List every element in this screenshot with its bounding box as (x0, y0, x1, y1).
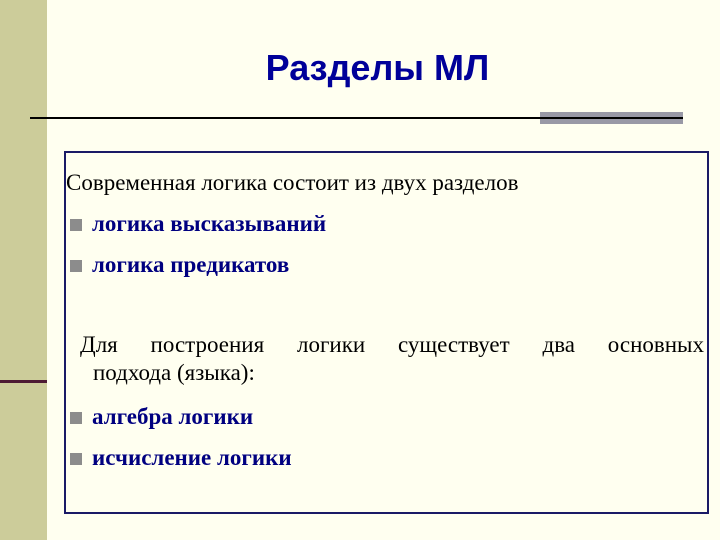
left-accent-line (0, 380, 47, 383)
square-bullet-icon (70, 260, 82, 272)
slide-title: Разделы МЛ (265, 47, 490, 88)
title-underline (30, 117, 540, 119)
bullet-label: алгебра логики (92, 404, 254, 429)
bullet-item-predicate-logic (70, 252, 289, 278)
square-bullet-icon (70, 412, 82, 424)
bullet-item-logic-calculus (70, 445, 292, 471)
paragraph-line-1: Для построения логики существует два основных (80, 332, 704, 357)
bullet-item-logic-algebra (70, 404, 253, 430)
paragraph-line-2: подхода (языка): (93, 360, 255, 385)
bullet-label: исчисление логики (92, 445, 292, 470)
title-underline-accent (540, 112, 683, 124)
bullet-item-propositional-logic (70, 211, 326, 237)
square-bullet-icon (70, 453, 82, 465)
square-bullet-icon (70, 219, 82, 231)
bullet-label: логика предикатов (92, 252, 290, 277)
intro-text: Современная логика состоит из двух разделов (66, 170, 519, 195)
bullet-label: логика высказываний (92, 211, 327, 236)
